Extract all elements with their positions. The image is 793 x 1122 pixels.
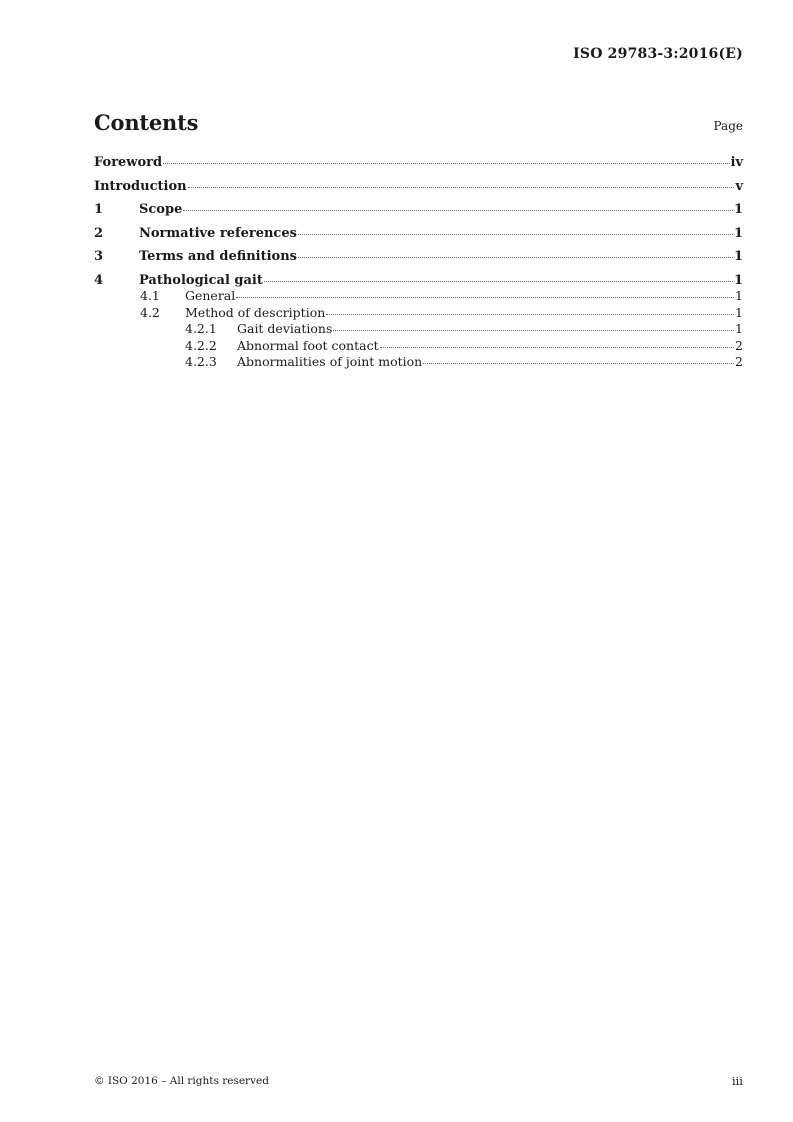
toc-entry-page: 1 — [735, 304, 743, 320]
toc-entry-label: Abnormal foot contact — [237, 337, 379, 353]
toc-entry-page: iv — [730, 155, 743, 170]
dot-leader — [183, 210, 733, 211]
dot-leader — [380, 347, 734, 348]
toc-entry-label: Introduction — [94, 178, 187, 194]
toc-entry-page: 1 — [733, 272, 743, 288]
toc-entry-label: Foreword — [94, 155, 163, 170]
toc-entry-label: Pathological gait — [139, 272, 263, 288]
table-of-contents — [94, 156, 743, 373]
dot-leader — [333, 330, 734, 331]
toc-entry-foreword[interactable] — [94, 156, 743, 180]
toc-entry-page: 1 — [735, 321, 743, 336]
toc-entry-number: 1 — [94, 202, 104, 217]
toc-entry-page: 2 — [735, 337, 743, 353]
toc-entry-label: Normative references — [139, 225, 297, 241]
toc-entry-abnormalities-of-joint-motion[interactable] — [94, 356, 743, 373]
toc-entry-normative-references[interactable] — [94, 227, 743, 251]
dot-leader — [298, 257, 733, 258]
dot-leader — [298, 234, 733, 235]
toc-entry-number: 3 — [94, 249, 104, 264]
copyright-notice: © ISO 2016 – All rights reserved — [94, 1075, 269, 1087]
toc-entry-page: 2 — [735, 354, 743, 369]
toc-entry-scope[interactable] — [94, 203, 743, 227]
toc-entry-number: 4.1 — [140, 288, 160, 303]
toc-entry-label: Terms and definitions — [139, 249, 297, 264]
toc-entry-page: 1 — [733, 249, 743, 264]
dot-leader — [236, 297, 734, 298]
toc-entry-introduction[interactable] — [94, 180, 743, 204]
toc-entry-page: 1 — [733, 225, 743, 241]
document-id: ISO 29783-3:2016(E) — [573, 46, 743, 62]
toc-entry-label: Scope — [139, 202, 183, 217]
toc-entry-page: v — [735, 178, 743, 194]
contents-title: Contents — [94, 110, 199, 135]
toc-entry-number: 4.2.3 — [185, 354, 217, 369]
toc-entry-page: 1 — [733, 202, 743, 217]
toc-entry-number: 4.2 — [140, 304, 160, 320]
page-column-label: Page — [713, 119, 743, 133]
toc-entry-number: 2 — [94, 225, 104, 241]
toc-entry-label: Abnormalities of joint motion — [237, 354, 423, 369]
toc-entry-label: Gait deviations — [237, 321, 333, 336]
page-number: iii — [731, 1074, 743, 1088]
toc-entry-terms-and-definitions[interactable] — [94, 250, 743, 274]
dot-leader — [188, 187, 735, 188]
toc-entry-number: 4.2.1 — [185, 321, 217, 336]
toc-entry-page: 1 — [735, 288, 743, 303]
dot-leader — [163, 163, 729, 164]
dot-leader — [326, 314, 734, 315]
toc-entry-label: General — [185, 288, 236, 303]
dot-leader — [423, 363, 734, 364]
toc-entry-number: 4 — [94, 272, 104, 288]
toc-entry-number: 4.2.2 — [185, 337, 217, 353]
toc-entry-label: Method of description — [185, 304, 326, 320]
dot-leader — [264, 281, 733, 282]
